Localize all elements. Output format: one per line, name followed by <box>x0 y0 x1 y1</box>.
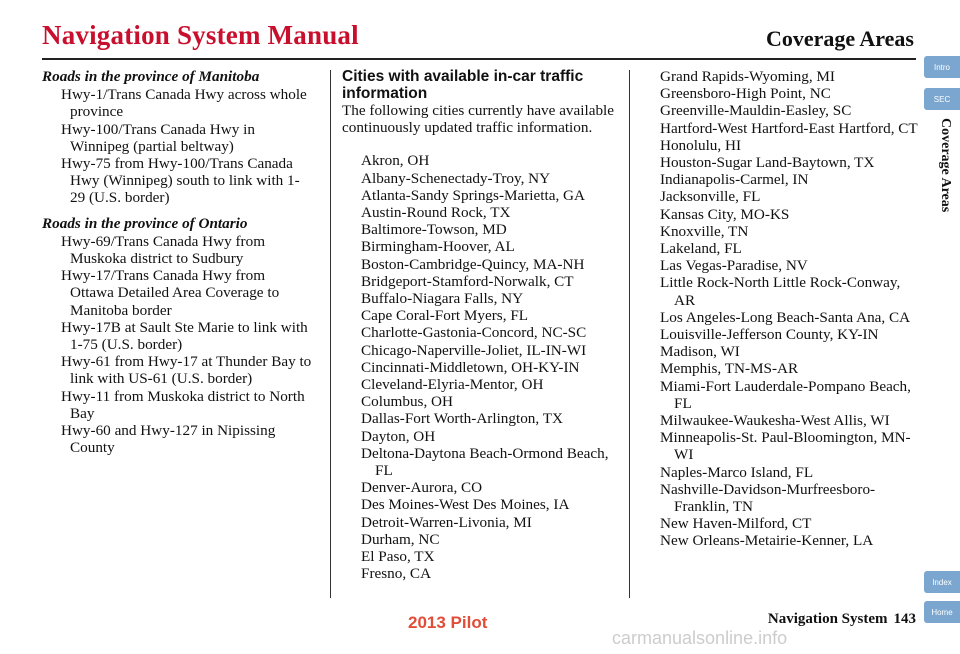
manitoba-road-list <box>42 86 312 206</box>
home-tab[interactable]: Home <box>924 601 960 623</box>
city-item: Houston-Sugar Land-Baytown, TX <box>660 154 875 172</box>
city-item: Buffalo-Niagara Falls, NY <box>361 290 524 308</box>
site-watermark: carmanualsonline.info <box>612 628 788 648</box>
road-item: Hwy-75 from Hwy-100/Trans Canada Hwy (Winnipeg) south to link with 1-29 (U.S. border) <box>61 155 300 207</box>
column-cities-b <box>660 68 922 550</box>
vertical-section-label: Coverage Areas <box>938 118 953 213</box>
city-item: Atlanta-Sandy Springs-Marietta, GA <box>361 186 585 204</box>
city-item: Hartford-West Hartford-East Hartford, CT <box>660 119 918 137</box>
road-item: Hwy-69/Trans Canada Hwy from Muskoka district to Sudbury <box>61 232 266 268</box>
city-item: Nashville-Davidson-Murfreesboro-Franklin, TN <box>660 480 876 516</box>
city-item: Cleveland-Elyria-Mentor, OH <box>361 376 544 394</box>
city-item: Bridgeport-Stamford-Norwalk, CT <box>361 272 574 290</box>
heading-manitoba: Roads in the province of Manitoba <box>42 68 260 85</box>
city-item: New Haven-Milford, CT <box>660 515 812 533</box>
city-item: New Orleans-Metairie-Kenner, LA <box>660 532 874 550</box>
city-item: Albany-Schenectady-Troy, NY <box>361 169 551 187</box>
city-item: Fresno, CA <box>361 565 432 583</box>
city-item: Lakeland, FL <box>660 240 742 258</box>
city-item: Indianapolis-Carmel, IN <box>660 171 809 189</box>
city-item: Little Rock-North Little Rock-Conway, AR <box>660 274 901 309</box>
road-item: Hwy-17B at Sault Ste Marie to link with 1-75 (U.S. border) <box>61 318 308 354</box>
city-item: Austin-Round Rock, TX <box>361 204 511 222</box>
city-item: Charlotte-Gastonia-Concord, NC-SC <box>361 324 587 342</box>
road-item: Hwy-61 from Hwy-17 at Thunder Bay to link with US-61 (U.S. border) <box>61 353 312 388</box>
city-item: Durham, NC <box>361 530 440 548</box>
city-item: Minneapolis-St. Paul-Bloomington, MN-WI <box>660 429 911 464</box>
city-item: Boston-Cambridge-Quincy, MA-NH <box>361 255 585 273</box>
column-divider-2 <box>629 70 630 598</box>
manual-title: Navigation System Manual <box>42 20 359 50</box>
city-item: Miami-Fort Lauderdale-Pompano Beach, FL <box>660 377 911 412</box>
column-roads <box>42 68 312 456</box>
city-item: Jacksonville, FL <box>660 188 761 206</box>
city-item: Greenville-Mauldin-Easley, SC <box>660 102 852 120</box>
intro-tab[interactable]: Intro <box>924 56 960 78</box>
column-divider-1 <box>330 70 331 598</box>
heading-ontario: Roads in the province of Ontario <box>42 214 248 232</box>
city-item: Naples-Marco Island, FL <box>660 463 814 481</box>
road-item: Hwy-100/Trans Canada Hwy in Winnipeg (partial beltway) <box>61 120 255 155</box>
city-item: Columbus, OH <box>361 393 453 411</box>
city-item: Denver-Aurora, CO <box>361 479 483 497</box>
city-item: Akron, OH <box>361 152 430 170</box>
road-item: Hwy-17/Trans Canada Hwy from Ottawa Detailed Area Coverage to Manitoba border <box>61 267 280 319</box>
city-list-b <box>660 68 922 550</box>
city-item: Cincinnati-Middletown, OH-KY-IN <box>361 358 580 376</box>
header-divider <box>42 58 916 60</box>
city-item: Louisville-Jefferson County, KY-IN <box>660 326 879 344</box>
footer-nav <box>768 611 916 628</box>
city-item: Birmingham-Hoover, AL <box>361 238 515 256</box>
city-item: Knoxville, TN <box>660 222 749 240</box>
city-item: Des Moines-West Des Moines, IA <box>361 496 570 514</box>
city-item: Baltimore-Towson, MD <box>361 221 507 239</box>
city-item: Kansas City, MO-KS <box>660 205 790 223</box>
city-item: Memphis, TN-MS-AR <box>660 360 799 378</box>
traffic-cities-intro: The following cities currently have available continuously updated traffic information. <box>342 102 615 137</box>
city-item: Milwaukee-Waukesha-West Allis, WI <box>660 412 890 430</box>
city-item: El Paso, TX <box>361 548 435 566</box>
road-item: Hwy-1/Trans Canada Hwy across whole province <box>61 86 307 121</box>
city-item: Dayton, OH <box>361 427 436 445</box>
city-item: Detroit-Warren-Livonia, MI <box>361 513 532 531</box>
city-item: Las Vegas-Paradise, NV <box>660 257 808 275</box>
vehicle-model: 2013 Pilot <box>408 613 488 632</box>
city-item: Chicago-Naperville-Joliet, IL-IN-WI <box>361 341 587 359</box>
city-item: Madison, WI <box>660 343 740 361</box>
footer-nav-label: Navigation System <box>767 611 888 627</box>
ontario-road-list <box>42 233 312 457</box>
section-title: Coverage Areas <box>765 26 914 51</box>
city-item: Dallas-Fort Worth-Arlington, TX <box>361 410 563 428</box>
sec-tab[interactable]: SEC <box>924 88 960 110</box>
index-tab[interactable]: Index <box>924 571 960 593</box>
city-item: Honolulu, HI <box>660 136 741 154</box>
city-item: Greensboro-High Point, NC <box>660 85 831 103</box>
road-item: Hwy-60 and Hwy-127 in Nipissing County <box>61 422 276 457</box>
page-number: 143 <box>893 611 916 627</box>
city-item: Cape Coral-Fort Myers, FL <box>361 307 529 325</box>
city-list-a <box>342 152 627 582</box>
column-cities-a <box>342 68 627 582</box>
city-item: Deltona-Daytona Beach-Ormond Beach, FL <box>361 444 609 480</box>
city-item: Los Angeles-Long Beach-Santa Ana, CA <box>660 308 911 326</box>
city-item: Grand Rapids-Wyoming, MI <box>660 68 835 85</box>
traffic-cities-heading: Cities with available in-car traffic information <box>342 68 584 102</box>
road-item: Hwy-11 from Muskoka district to North Bay <box>61 387 305 422</box>
